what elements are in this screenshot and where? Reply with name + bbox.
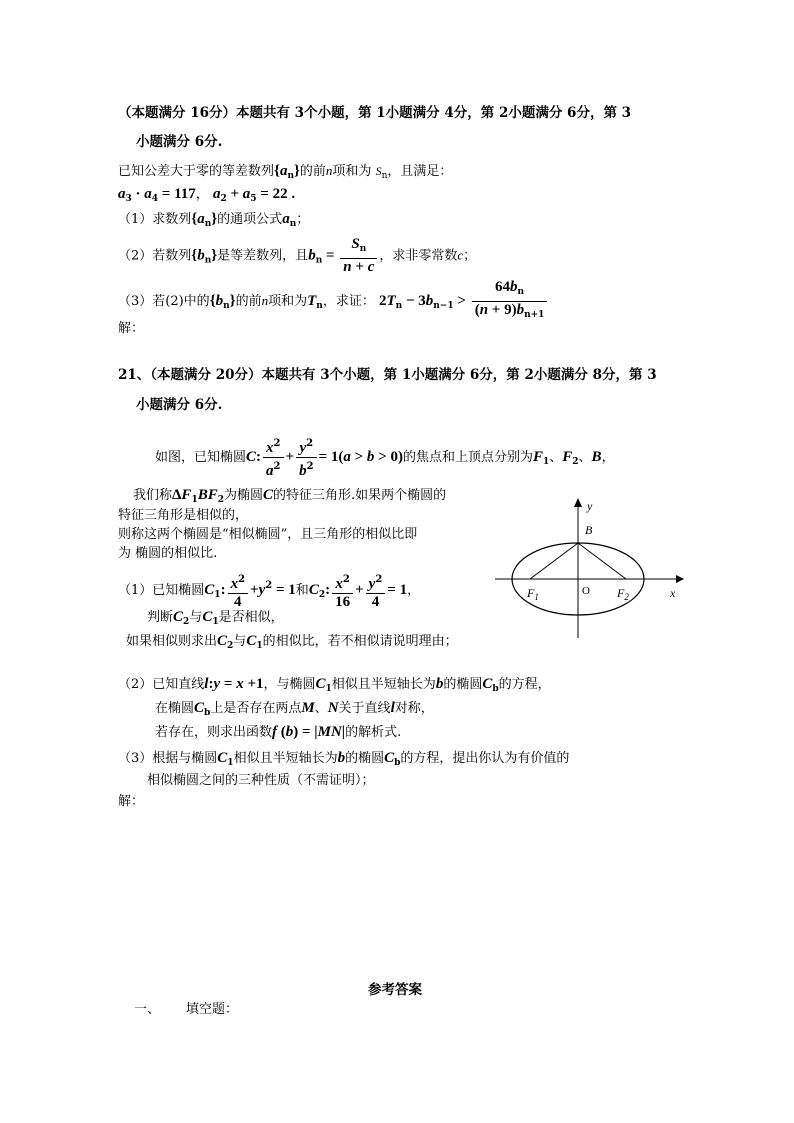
reference-section-fill-in: 一、 填空题：	[134, 1002, 239, 1017]
q21-part1-line2: 判断$C_2$与$C_1$是否相似，	[147, 609, 284, 627]
y-axis-arrow	[574, 498, 582, 507]
fraction-y2-4: $\frac{y^2}{4}$	[366, 571, 386, 611]
q20-intro: 已知公差大于零的等差数列$\{a_n\}$的前n项和为 $S_n$，且满足：	[118, 163, 453, 181]
fraction-y2-b2: $\frac{y^2}{b^2}$	[296, 435, 316, 480]
focus-f2-label: $F_2$	[617, 586, 629, 602]
origin-label: O	[582, 585, 590, 597]
q20-part1: （1）求数列$\{a_n\}$的通项公式$a_n$；	[118, 211, 310, 229]
fraction-sn-over-n-plus-c: $\frac{S_n}{n + c}$	[340, 236, 377, 276]
q21-header-line2: 小题满分 6分.	[136, 397, 223, 413]
q21-part2-line3: 若存在，则求出函数f (b) = |MN|的解析式.	[155, 724, 402, 740]
q20-part3: （3）若(2)中的$\{b_n\}$的前n项和为$T_n$，求证： $2T_n - 3b_{n-1}$ > $\frac{64b_n}{(n + 9)b_{n+1}}$	[118, 279, 549, 324]
q21-header-line1: 21、（本题满分 20分）本题共有 3个小题，第 1小题满分 6分，第 2小题满分 8分，第 3	[118, 367, 657, 383]
q21-part1-line1: （1）已知椭圆$C_1$: $\frac{x^2}{4}$ $+y^2 = 1$和$C_2$: $\frac{x^2}{16}$ + $\frac{y^2}{4}$ = 1，	[118, 566, 420, 615]
segment-f1-b	[530, 543, 578, 579]
q20-header-line2: 小题满分 6分.	[136, 134, 223, 150]
q21-part1-line3: 如果相似则求出$C_2$与$C_1$的相似比，若不相似请说明理由；	[126, 633, 458, 651]
q20-header-line1: （本题满分 16分）本题共有 3个小题，第 1小题满分 4分，第 2小题满分 6分，第 3	[118, 105, 632, 121]
fraction-64bn: $\frac{64b_n}{(n + 9)b_{n+1}}$	[472, 279, 548, 324]
q21-answer-label: 解：	[118, 794, 145, 809]
q21-part3-line2: 相似椭圆之间的三种性质（不需证明）；	[147, 773, 375, 788]
reference-answers-title: 参考答案	[368, 982, 422, 998]
q21-part2-line1: （2）已知直线l:y = x +1，与椭圆$C_1$相似且半短轴长为b的椭圆$C_b$的方程，	[118, 676, 551, 694]
x-axis-label: x	[670, 586, 676, 600]
focus-f1-label: $F_1$	[527, 586, 539, 602]
q21-def-line3: 则称这两个椭圆是“相似椭圆”，且三角形的相似比即	[118, 527, 418, 542]
fraction-x2-16: $\frac{x^2}{16}$	[332, 571, 353, 611]
q20-part2: （2）若数列$\{b_n\}$是等差数列，且$b_n$ = $\frac{S_n}{n + c}$ ，求非零常数c；	[118, 236, 477, 275]
q21-def-line4: 为 椭圆的相似比.	[118, 546, 218, 561]
ellipse-figure	[490, 493, 690, 643]
q20-answer-label: 解：	[118, 321, 145, 336]
q21-def-line2: 特征三角形是相似的，	[118, 508, 249, 523]
fraction-x2-4: $\frac{x^2}{4}$	[228, 571, 248, 611]
x-axis-arrow	[676, 575, 684, 583]
q21-intro: 如图，已知椭圆C: $\frac{x^2}{a^2}$ + $\frac{y^2}{b^2}$ = 1(a > b > 0)的焦点和上顶点分别为$F_1$、$F_2$、B，	[155, 435, 615, 482]
q21-def-line1: 我们称$\Delta F_1BF_2$为椭圆C的特征三角形.如果两个椭圆的	[133, 487, 447, 505]
fraction-x2-a2: $\frac{x^2}{a^2}$	[263, 435, 283, 480]
y-axis-label: y	[587, 499, 593, 513]
segment-b-f2	[578, 543, 626, 579]
q21-part2-line2: 在椭圆$C_b$上是否存在两点M、N关于直线l对称，	[155, 700, 434, 718]
q21-part3-line1: （3）根据与椭圆$C_1$相似且半短轴长为b的椭圆$C_b$的方程，提出你认为有价值的	[118, 750, 570, 768]
vertex-b-label: B	[585, 523, 593, 537]
q20-conditions: $a_3 \cdot a_4 = 117$， $a_2 + a_5 = 22$ .	[118, 186, 296, 204]
